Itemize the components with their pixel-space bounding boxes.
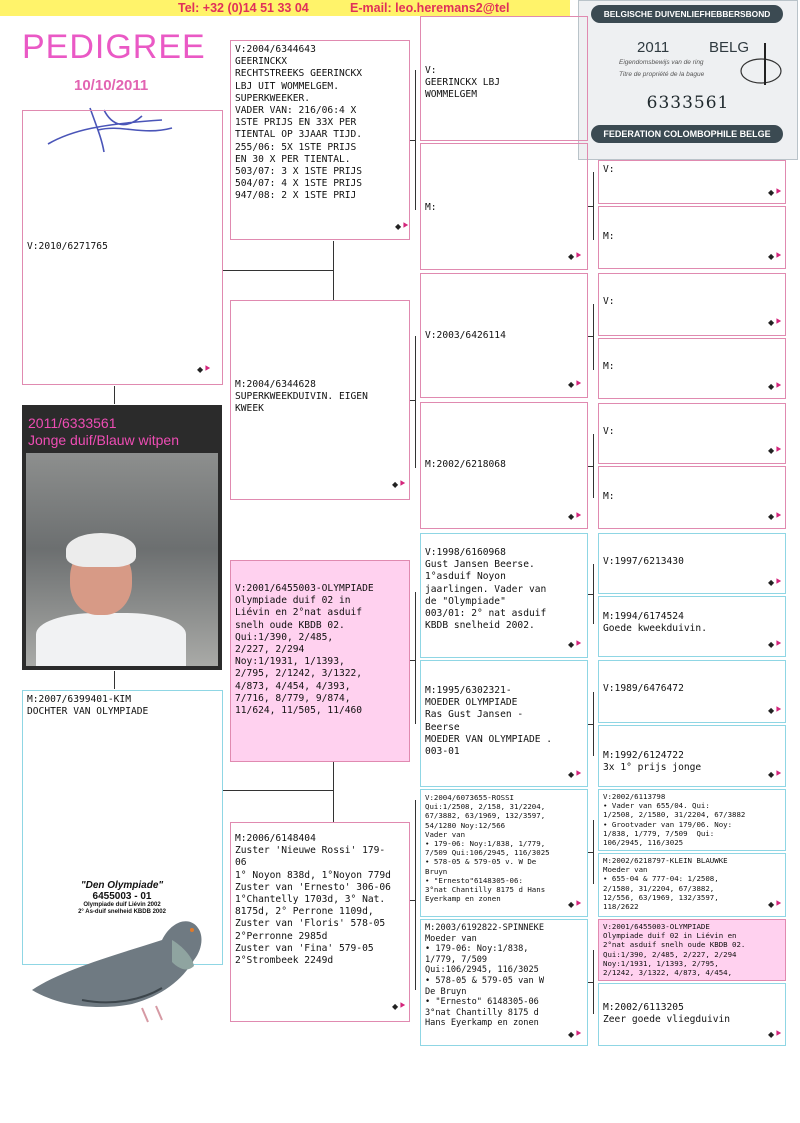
gg-11-box: V:1989/6476472 [598, 660, 786, 723]
edit-marker-icon[interactable]: ◆⯈ [768, 639, 783, 650]
connector [410, 400, 415, 401]
connector [593, 564, 594, 624]
phone-text: Tel: +32 (0)14 51 33 04 [178, 1, 309, 15]
gg-v2-box: V: [598, 273, 786, 336]
g7-box: V:2004/6073655-ROSSI Qui:1/2508, 2/158, 31/2204, 67/3882, 63/1969, 132/3597, 54/1280 Noy:12/566 Vader van • 179-06: Noy:1/838, 1/779, 7/509 Qui:106/2945, 116/3025 • 578-05 & 579-05 v. W De Bruyn • "Ernesto"6148305-06: 3°nat Chantilly 8175 d Hans Eyerkamp en zonen [420, 789, 588, 917]
connector [114, 386, 115, 404]
stamp-top-banner: BELGISCHE DUIVENLIEFHEBBERSBOND [591, 5, 783, 23]
g4-box: M:2002/6218068 [420, 402, 588, 529]
mother-box: M:2007/6399401-KIM DOCHTER VAN OLYMPIADE [22, 690, 223, 965]
gg-m3-box: M: [598, 466, 786, 529]
mm-box: M:2006/6148404 Zuster 'Nieuwe Rossi' 179- 06 1° Noyon 838d, 1°Noyon 779d Zuster van 'Ernesto' 306-06 1°Chantelly 1703d, 3° Nat. 8175d, 2° Perrone 1109d, Zuster van 'Floris' 578-05 2°Perronne 2985d Zuster van 'Fina' 579-05 2°Strombeek 2249d [230, 822, 410, 1022]
connector [593, 434, 594, 498]
connector [593, 820, 594, 884]
gg-15-box: V:2001/6455003-OLYMPIADE Olympiade duif 02 in Liévin en 2°nat asduif snelh oude KBDB 02. Qui:1/390, 2/485, 2/227, 2/294 Noy:1/1931, 1/1393, 2/795, 2/1242, 3/1322, 4/873, 4/454, [598, 919, 786, 981]
connector [415, 800, 416, 990]
father-box: V:2010/6271765 [22, 110, 223, 385]
connector [593, 692, 594, 756]
gg-m1-box: M: [598, 206, 786, 269]
connector [415, 70, 416, 210]
connector [588, 466, 593, 467]
pigeon-emblem-icon [729, 41, 785, 87]
edit-marker-icon[interactable]: ◆⯈ [768, 1029, 783, 1040]
edit-marker-icon[interactable]: ◆⯈ [395, 221, 410, 232]
edit-marker-icon[interactable]: ◆⯈ [768, 381, 783, 392]
edit-marker-icon[interactable]: ◆⯈ [768, 899, 783, 910]
connector [593, 304, 594, 370]
g8-box: M:2003/6192822-SPINNEKE Moeder van • 179-06: Noy:1/838, 1/779, 7/509 Qui:106/2945, 116/3025 • 578-05 & 579-05 van W De Bruyn • "Ernesto" 6148305-06 3°nat Chantilly 8175 d Hans Eyerkamp en zonen [420, 919, 588, 1046]
fm-box: M:2004/6344628 SUPERKWEEKDUIVIN. EIGEN KWEEK [230, 300, 410, 500]
bird-ring-label: 2011/6333561 Jonge duif/Blauw witpen [28, 415, 179, 448]
gg-14-box: M:2002/6218797-KLEIN BLAUWKE Moeder van • 655-04 & 777-04: 1/2508, 2/1580, 31/2204, 67/3882, 12/556, 63/1969, 132/3597, 118/2622 [598, 853, 786, 917]
pigeon-image [22, 910, 222, 1030]
connector [588, 852, 593, 853]
connector [410, 900, 415, 901]
mf-box: V:2001/6455003-OLYMPIADE Olympiade duif 02 in Liévin en 2°nat asduif snelh oude KBDB 02. Qui:1/390, 2/485, 2/227, 2/294 Noy:1/1931, 1/1393, 2/795, 2/1242, 3/1322, 4/873, 4/454, 4/393, 7/716, 8/779, 9/874, 11/624, 11/505, 11/460 [230, 560, 410, 762]
gg-v1-box: V: [598, 160, 786, 204]
g5-box: V:1998/6160968 Gust Jansen Beerse. 1°asduif Noyon jaarlingen. Vader van de "Olympiade" 003/01: 2° nat asduif KBDB snelheid 2002. [420, 533, 588, 658]
connector [588, 336, 593, 337]
page-title: PEDIGREE [22, 28, 206, 66]
gg-v3-box: V: [598, 403, 786, 464]
edit-marker-icon[interactable]: ◆⯈ [568, 639, 583, 650]
edit-marker-icon[interactable]: ◆⯈ [568, 251, 583, 262]
email-text[interactable]: E-mail: leo.heremans2@tel [350, 1, 510, 15]
gg-12-box: M:1992/6124722 3x 1° prijs jonge [598, 725, 786, 787]
gg-13-box: V:2002/6113798 • Vader van 655/04. Qui: 1/2508, 2/1580, 31/2204, 67/3882 • Grootvader van 179/06. Noy: 1/838, 1/779, 7/509 Qui: 106/2945, 116/3025 [598, 789, 786, 851]
gg-10-box: M:1994/6174524 Goede kweekduivin. [598, 596, 786, 657]
connector [114, 671, 115, 689]
edit-marker-icon[interactable]: ◆⯈ [568, 379, 583, 390]
stamp-bottom-banner: FEDERATION COLOMBOPHILE BELGE [591, 125, 783, 143]
pedigree-date: 10/10/2011 [74, 77, 149, 94]
edit-marker-icon[interactable]: ◆⯈ [768, 445, 783, 456]
stamp-year: 2011 [637, 39, 670, 56]
ff-box: V:2004/6344643 GEERINCKX RECHTSTREEKS GEERINCKX LBJ UIT WOMMELGEM. SUPERKWEEKER. VADER VAN: 216/06:4 X 1STE PRIJS EN 33X PER TIENTAL OP 3JAAR TIJD. 255/06: 5X 1STE PRIJS EN 30 X PER TIENTAL. 503/07: 3 X 1STE PRIJS 504/07: 4 X 1STE PRIJS 947/08: 2 X 1STE PRIJ [230, 40, 410, 240]
bird-photo-panel [22, 405, 222, 670]
connector [410, 660, 415, 661]
edit-marker-icon[interactable]: ◆⯈ [768, 251, 783, 262]
owner-photo [26, 453, 218, 666]
gg-9-box: V:1997/6213430 [598, 533, 786, 594]
edit-marker-icon[interactable]: ◆⯈ [568, 769, 583, 780]
edit-marker-icon[interactable]: ◆⯈ [768, 187, 783, 198]
edit-marker-icon[interactable]: ◆⯈ [768, 705, 783, 716]
connector [333, 241, 334, 300]
edit-marker-icon[interactable]: ◆⯈ [768, 769, 783, 780]
connector [588, 594, 593, 595]
connector [223, 270, 333, 271]
stamp-ring-number: 6333561 [646, 93, 730, 113]
stamp-country: BELG [709, 39, 750, 56]
connector [588, 982, 593, 983]
connector [415, 336, 416, 468]
stamp-line-1: Eigendomsbewijs van de ring [619, 59, 704, 66]
gg-m2-box: M: [598, 338, 786, 399]
edit-marker-icon[interactable]: ◆⯈ [392, 479, 407, 490]
edit-marker-icon[interactable]: ◆⯈ [768, 577, 783, 588]
g6-box: M:1995/6302321- MOEDER OLYMPIADE Ras Gust Jansen - Beerse MOEDER VAN OLYMPIADE . 003-01 [420, 660, 588, 787]
connector [588, 724, 593, 725]
edit-marker-icon[interactable]: ◆⯈ [768, 511, 783, 522]
connector [593, 950, 594, 1014]
edit-marker-icon[interactable]: ◆⯈ [392, 1001, 407, 1012]
edit-marker-icon[interactable]: ◆⯈ [568, 511, 583, 522]
gg-16-box: M:2002/6113205 Zeer goede vliegduivin [598, 983, 786, 1046]
g1-box: V: GEERINCKX LBJ WOMMELGEM [420, 16, 588, 141]
g2-box: M: [420, 143, 588, 270]
connector [410, 140, 415, 141]
g3-box: V:2003/6426114 [420, 273, 588, 398]
edit-marker-icon[interactable]: ◆⯈ [568, 1029, 583, 1040]
connector [415, 592, 416, 724]
ring-certificate [578, 0, 798, 160]
stamp-line-2: Titre de propriété de la bague [619, 71, 705, 78]
connector [333, 762, 334, 822]
connector [593, 172, 594, 240]
edit-marker-icon[interactable]: ◆⯈ [197, 364, 212, 375]
edit-marker-icon[interactable]: ◆⯈ [768, 317, 783, 328]
edit-marker-icon[interactable]: ◆⯈ [568, 899, 583, 910]
connector [588, 206, 593, 207]
connector [223, 790, 333, 791]
contact-bar [0, 0, 570, 16]
pigeon-caption: "Den Olympiade" 6455003 - 01 Olympiade duif Liévin 2002 2° As-duif snelheid KBDB 2002 [78, 880, 166, 915]
